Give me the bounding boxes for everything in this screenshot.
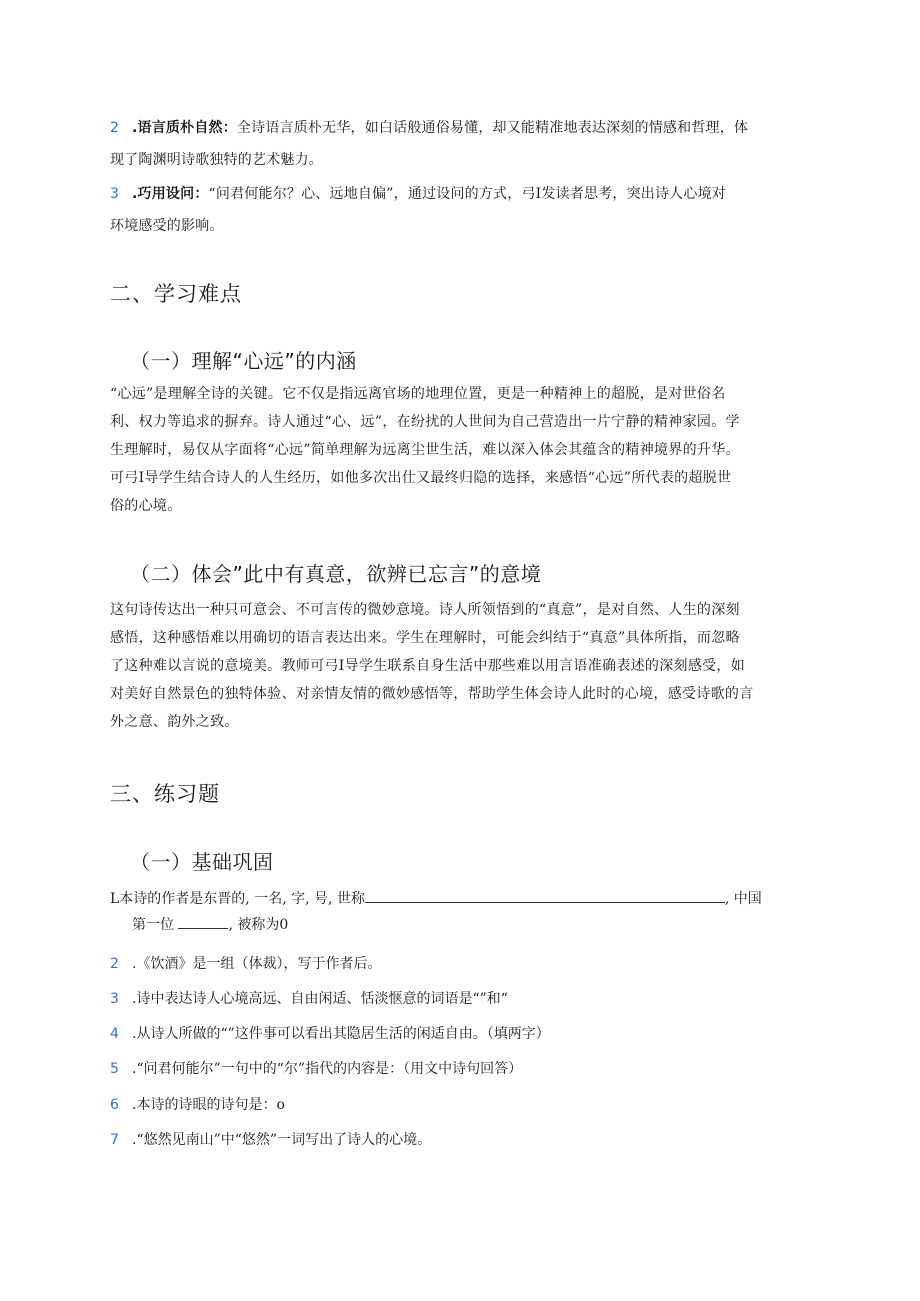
paragraph-line: 外之意、韵外之致。 [110, 714, 239, 730]
paragraph-line: 利、权力等追求的摒弃。诗人通过“心、远”，在纷扰的人世间为自己营造出一片宁静的精神家园。学 [110, 414, 740, 430]
subsection-heading: （一）理解“心远”的内涵 [130, 349, 357, 373]
question-text: .诗中表达诗人心境高远、自由闲适、恬淡惬意的词语是“”和“ [132, 991, 508, 1007]
question-text: .从诗人所做的“”这件事可以看出其隐居生活的闲适自由。（填两字） [132, 1026, 550, 1042]
item-text-cont: 现了陶渊明诗歌独特的艺术魅力。 [110, 152, 323, 168]
paragraph-line: 生理解时，易仅从字面将“心远”简单理解为远离尘世生活，难以深入体会其蕴含的精神境界的升华。 [110, 442, 740, 458]
question-item [110, 951, 810, 977]
list-item [110, 112, 810, 176]
question-text: L本诗的作者是东晋的, 一名, 字, 号, 世称 [110, 891, 365, 907]
question-text: .“问君何能尔”一句中的“尔”指代的内容是：（用文中诗句回答） [132, 1061, 523, 1077]
question-item [110, 1056, 810, 1082]
item-heading: .巧用设问： [132, 186, 209, 202]
question-text: 第一位 [132, 917, 174, 933]
item-text: 全诗语言质朴无华，如白话般通俗易懂，却又能精准地表达深刻的情感和哲理，体 [236, 120, 749, 136]
question-item [110, 986, 810, 1012]
question-number: 3 [110, 991, 119, 1007]
paragraph [110, 596, 810, 736]
question-number: 2 [110, 956, 119, 972]
question-text: , 被称为0 [228, 917, 289, 933]
section-heading: 三、练习题 [110, 782, 220, 806]
paragraph-line: 了这种难以言说的意境美。教师可弓I导学生联系自身生活中那些难以用言语准确表述的深刻感受，如 [110, 658, 746, 674]
section-heading: 二、学习难点 [110, 282, 242, 306]
paragraph-line: 感悟，这种感悟难以用确切的语言表达出来。学生在理解时，可能会纠结于“真意”具体所指，而忽略 [110, 630, 740, 646]
paragraph-line: “心远”是理解全诗的关键。它不仅是指远离官场的地理位置，更是一种精神上的超脱，是对世俗名 [110, 386, 726, 402]
question-number: 7 [110, 1132, 119, 1148]
paragraph-line: 对美好自然景色的独特体验、对亲情友情的微妙感悟等，帮助学生体会诗人此时的心境，感受诗歌的言 [110, 686, 754, 702]
item-heading: .语言质朴自然： [132, 120, 237, 136]
item-number: 2 [110, 120, 120, 136]
subsection-heading: （二）体会”此中有真意，欲辨已忘言”的意境 [130, 562, 542, 586]
paragraph-line: 可弓I导学生结合诗人的人生经历，如他多次出仕又最终归隐的选择，来感悟“心远”所代表的超脱世 [110, 470, 732, 486]
subsection-heading: （一）基础巩固 [130, 850, 274, 874]
answer-blank[interactable] [365, 888, 725, 903]
question-number: 6 [110, 1097, 119, 1113]
item-text-cont: 环境感受的影响。 [110, 218, 224, 234]
paragraph-line: 俗的心境。 [110, 498, 182, 514]
list-item [110, 178, 810, 242]
question-1 [110, 886, 810, 938]
question-item [110, 1092, 810, 1118]
item-text: “问君何能尔？心、远地自偏”，通过设问的方式，弓I发读者思考，突出诗人心境对 [208, 186, 726, 202]
item-number: 3 [110, 186, 120, 202]
paragraph-line: 这句诗传达出一种只可意会、不可言传的微妙意境。诗人所领悟到的“真意”，是对自然、人生的深刻 [110, 602, 740, 618]
question-item [110, 1127, 810, 1153]
question-number: 5 [110, 1061, 119, 1077]
paragraph [110, 380, 810, 520]
question-text: , 中国 [724, 891, 762, 907]
answer-blank[interactable] [178, 914, 228, 929]
question-number: 4 [110, 1026, 119, 1042]
question-text: .《饮酒》是一组（体裁），写于作者后。 [132, 956, 382, 972]
question-text: .“悠然见南山”中“悠然”一词写出了诗人的心境。 [132, 1132, 432, 1148]
question-text: .本诗的诗眼的诗句是：o [132, 1097, 285, 1113]
question-item [110, 1021, 810, 1047]
